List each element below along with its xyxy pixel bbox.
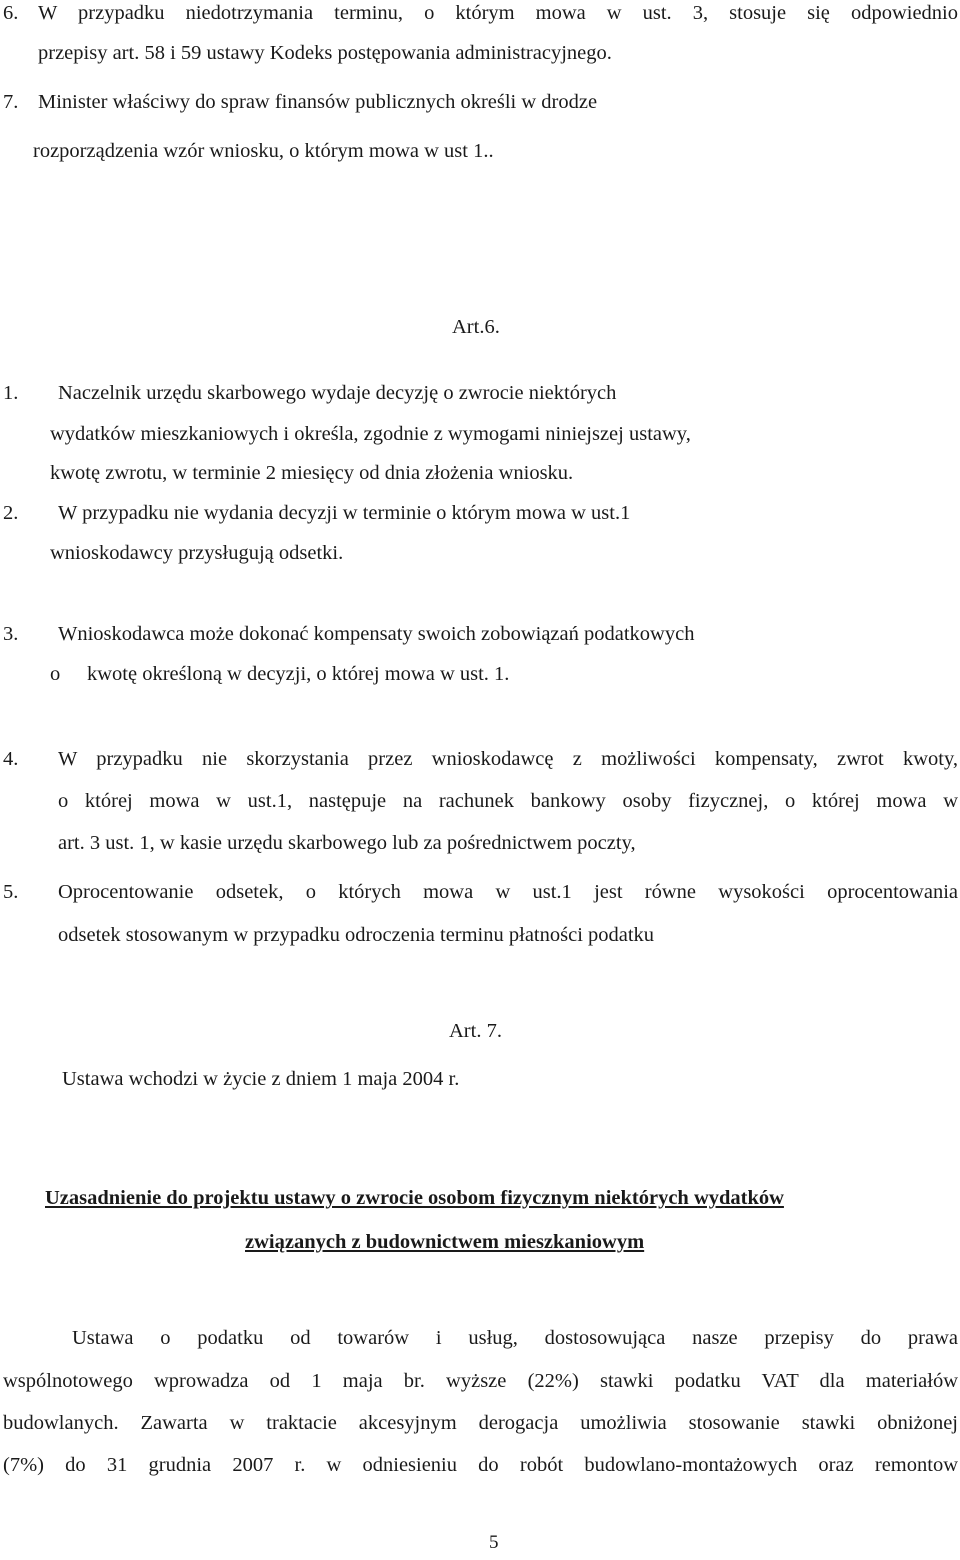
justification-title-line: związanych z budownictwem mieszkaniowym: [245, 1231, 645, 1253]
article-heading: Art.6.: [452, 316, 500, 338]
page-number: 5: [489, 1532, 499, 1553]
article-text: Ustawa wchodzi w życie z dniem 1 maja 2004 r.: [62, 1068, 460, 1090]
paragraph-text-line: wydatków mieszkaniowych i określa, zgodnie z wymogami niniejszej ustawy,: [50, 423, 691, 445]
item-number: 7.: [3, 91, 19, 113]
paragraph-number: 5.: [3, 881, 19, 903]
paragraph-text-line: kwotę określoną w decyzji, o której mowa w ust. 1.: [87, 663, 510, 685]
item-text-line: rozporządzenia wzór wniosku, o którym mowa w ust 1..: [33, 140, 494, 162]
item-text-line: Minister właściwy do spraw finansów publicznych określi w drodze: [38, 91, 598, 113]
paragraph-text-line: Wnioskodawca może dokonać kompensaty swoich zobowiązań podatkowych: [58, 623, 695, 645]
item-text-line: W przypadku niedotrzymania terminu, o którym mowa w ust. 3, stosuje się odpowiednio: [38, 2, 958, 24]
justification-text-line: budowlanych. Zawarta w traktacie akcesyjnym derogacja umożliwia stosowanie stawki obniżonej: [3, 1412, 958, 1434]
paragraph-text-line: o której mowa w ust.1, następuje na rachunek bankowy osoby fizycznej, o której mowa w: [58, 790, 958, 812]
paragraph-number: 1.: [3, 382, 19, 404]
justification-text-line: (7%) do 31 grudnia 2007 r. w odniesieniu do robót budowlano-montażowych oraz remontow: [3, 1454, 958, 1476]
paragraph-text-line: kwotę zwrotu, w terminie 2 miesięcy od dnia złożenia wniosku.: [50, 462, 574, 484]
paragraph-number: 3.: [3, 623, 19, 645]
paragraph-text-line: Naczelnik urzędu skarbowego wydaje decyzję o zwrocie niektórych: [58, 382, 617, 404]
article-heading: Art. 7.: [449, 1020, 502, 1042]
justification-text-line: wspólnotowego wprowadza od 1 maja br. wyższe (22%) stawki podatku VAT dla materiałów: [3, 1370, 958, 1392]
paragraph-text-line: Oprocentowanie odsetek, o których mowa w ust.1 jest równe wysokości oprocentowania: [58, 881, 958, 903]
justification-title-line: Uzasadnienie do projektu ustawy o zwrocie osobom fizycznym niektórych wydatków: [45, 1187, 784, 1209]
paragraph-text-line: W przypadku nie skorzystania przez wnioskodawcę z możliwości kompensaty, zwrot kwoty,: [58, 748, 958, 770]
paragraph-number: 2.: [3, 502, 19, 524]
item-text-line: przepisy art. 58 i 59 ustawy Kodeks postępowania administracyjnego.: [38, 42, 612, 64]
paragraph-text-fragment: o: [50, 663, 61, 685]
paragraph-text-line: art. 3 ust. 1, w kasie urzędu skarbowego lub za pośrednictwem poczty,: [58, 832, 636, 854]
paragraph-text-line: W przypadku nie wydania decyzji w terminie o którym mowa w ust.1: [58, 502, 631, 524]
item-number: 6.: [3, 2, 19, 24]
justification-text-line: Ustawa o podatku od towarów i usług, dostosowująca nasze przepisy do prawa: [72, 1327, 958, 1349]
paragraph-number: 4.: [3, 748, 19, 770]
paragraph-text-line: wnioskodawcy przysługują odsetki.: [50, 542, 344, 564]
paragraph-text-line: odsetek stosowanym w przypadku odroczenia terminu płatności podatku: [58, 924, 655, 946]
